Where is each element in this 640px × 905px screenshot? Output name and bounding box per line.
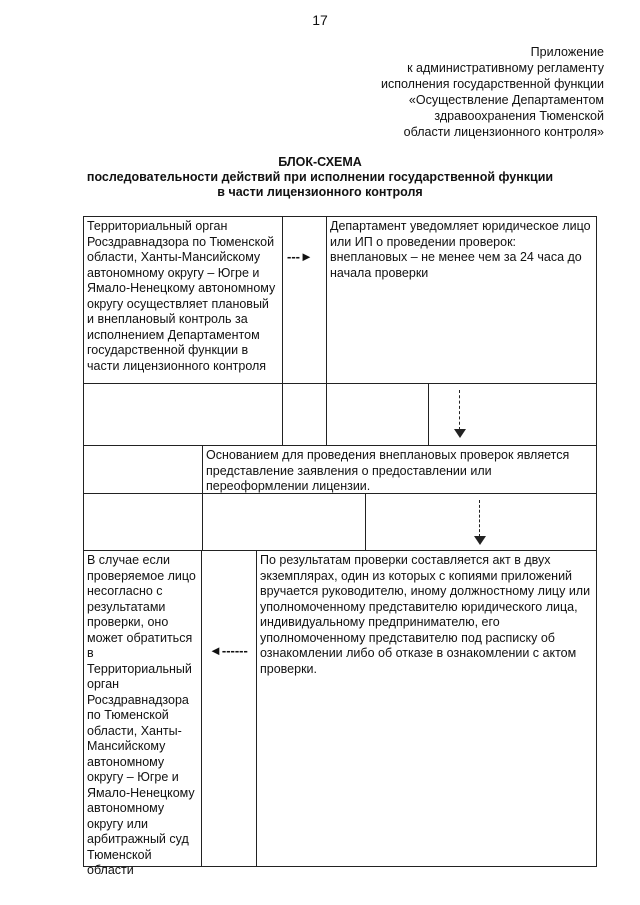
title-line-2: последовательности действий при исполнении государственной функции xyxy=(86,170,554,184)
grounds-box: Основанием для проведения внеплановых проверок является представление заявления о предоставлении или переоформлении лицензии. xyxy=(202,446,597,494)
arrow-down-icon xyxy=(454,390,466,438)
empty-cell xyxy=(83,494,202,551)
empty-cell xyxy=(326,384,428,446)
empty-cell xyxy=(83,384,283,446)
roszdrav-control-box: Территориальный орган Росздравнадзора по Тюменской области, Ханты-Мансийскому автономному округу – Югре и Ямало-Ненецкому автономному округу осуществляет плановый и внеплановый контроль за исполнением Департаментом государственной функции в части лицензионного контроля xyxy=(83,216,283,384)
empty-cell xyxy=(283,384,326,446)
document-title xyxy=(60,155,580,200)
title-line-1: БЛОК-СХЕМА xyxy=(278,155,362,169)
appendix-line: здравоохранения Тюменской xyxy=(434,109,604,123)
page-number: 17 xyxy=(312,12,328,28)
appendix-line: «Осуществление Департаментом xyxy=(408,93,604,107)
appendix-line: области лицензионного контроля» xyxy=(403,125,604,139)
appendix-header xyxy=(344,44,604,140)
arrow-cell xyxy=(202,551,256,867)
title-line-3: в части лицензионного контроля xyxy=(217,185,423,199)
disagree-box: В случае если проверяемое лицо несогласно с результатами проверки, оно может обратиться в Территориальный орган Росздравнадзора по Тюменской области, Ханты-Мансийскому автономному округу – Югре и Ямало-Ненецкому автономному округу или арбитражный суд Тюменской области xyxy=(83,551,202,867)
appendix-line: Приложение xyxy=(530,45,604,59)
arrow-cell xyxy=(283,216,326,384)
arrow-down-icon xyxy=(474,500,486,545)
empty-cell xyxy=(202,494,365,551)
arrow-left-icon: ◄------ xyxy=(209,643,248,658)
arrow-right-icon: ---► xyxy=(287,249,313,264)
act-box: По результатам проверки составляется акт в двух экземплярах, один из которых с копиями приложений вручается руководителю, иному должностному лицу или уполномоченному представителю юридического лица, индивидуальному предпринимателю, его уполномоченному представителю под расписку об ознакомлении либо об отказе в ознакомлении с актом проверки. xyxy=(256,551,597,867)
department-notifies-box: Департамент уведомляет юридическое лицо или ИП о проведении проверок: внеплановых – не менее чем за 24 часа до начала проверки xyxy=(326,216,597,384)
empty-cell xyxy=(83,446,202,494)
appendix-line: к административному регламенту xyxy=(407,61,604,75)
appendix-line: исполнения государственной функции xyxy=(380,77,604,91)
